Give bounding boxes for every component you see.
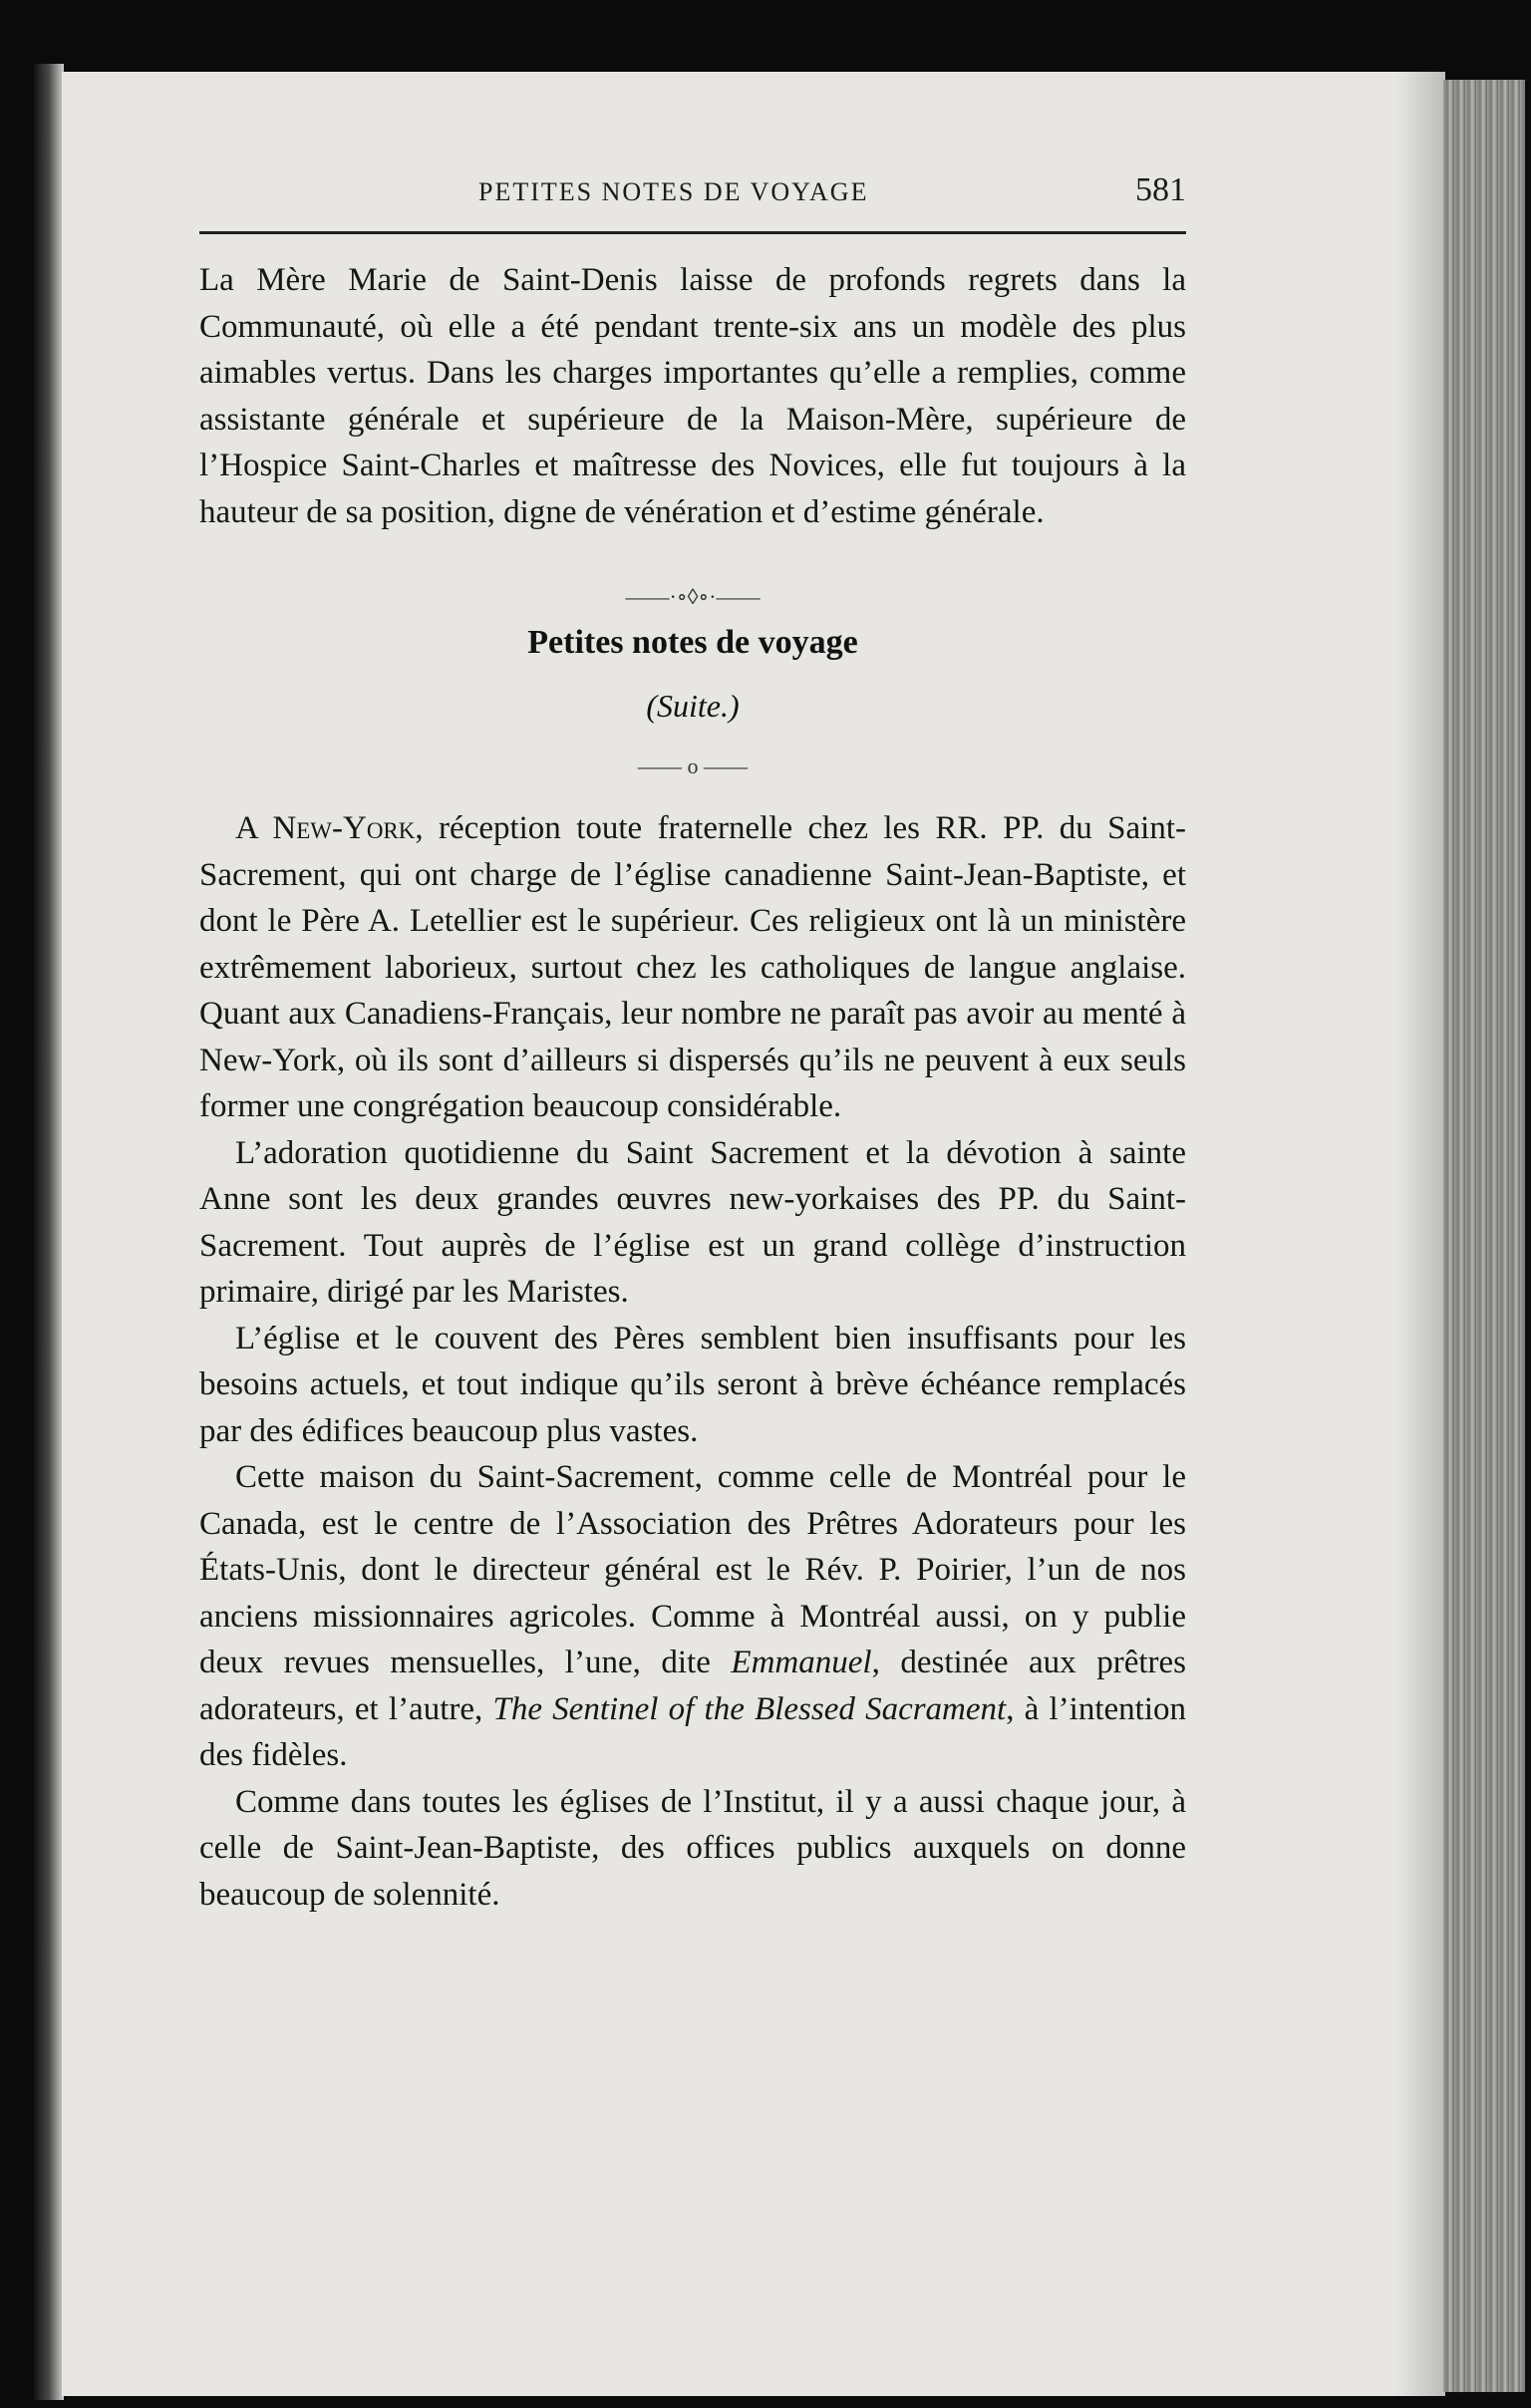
paragraph-new-york <box>199 805 1186 1130</box>
header-rule <box>199 231 1186 234</box>
section-title: Petites notes de voyage <box>527 624 858 661</box>
paragraph-adoration: L’adoration quotidienne du Saint Sacrement et la dévotion à sainte Anne sont les deux grandes œuvres new-yorkaises des PP. du Saint-Sacrement. Tout auprès de l’église est un grand collège d’instruction primaire, dirigé par les Maristes. <box>199 1134 1186 1310</box>
paragraph-eglise: L’église et le couvent des Pères semblent bien insuffisants pour les besoins actuels, et tout indique qu’ils seront à brève échéance remplacés par des édifices beaucoup plus vastes. <box>199 1320 1186 1449</box>
paragraph-offices: Comme dans toutes les églises de l’Institut, il y a aussi chaque jour, à celle de Saint-Jean-Baptiste, des offices publics auxquels on donne beaucoup de solennité. <box>199 1783 1186 1913</box>
small-divider: —— o —— <box>638 753 748 778</box>
p1-rest: , réception toute fraternelle chez les RR. PP. du Saint-Sacrement, qui ont charge de l’église canadienne Saint-Jean-Baptiste, et dont le Père A. Letellier est le supérieur. Ces religieux ont là un ministère extrêmement laborieux, surtout chez les catholiques de langue anglaise. Quant aux Canadiens-Français, leur nombre ne paraît pas avoir au menté à New-York, où ils sont d’ailleurs si dispersés qu’ils ne peuvent à eux seuls former une congrégation beaucoup considérable. <box>199 810 1186 1124</box>
page-number: 581 <box>1135 171 1186 208</box>
p4-c: , à l’intention des fidèles. <box>199 1690 1186 1773</box>
article-body <box>199 805 1186 1918</box>
intro-block <box>199 257 1186 535</box>
title-emmanuel: Emmanuel <box>731 1645 872 1680</box>
running-title: PETITES NOTES DE VOYAGE <box>478 177 869 206</box>
title-sentinel: The Sentinel of the Blessed Sacrament <box>492 1690 1007 1727</box>
page-gutter-shadow <box>1395 72 1445 2396</box>
binding-edge <box>34 64 64 2400</box>
p4-a: Cette maison du Saint-Sacrement, comme celle de Montréal pour le Canada, est le centre de l’Association des Prêtres Adorateurs pour les États-Unis, dont le directeur général est le Rév. P. Poirier, l’un de nos anciens missionnaires agricoles. Comme à Montréal aussi, on y publie deux revues mensuelles, l’une, dite <box>199 1459 1186 1680</box>
place-new-york: New-York <box>272 810 416 846</box>
paragraph-maison <box>199 1454 1186 1779</box>
intro-paragraph: La Mère Marie de Saint-Denis laisse de profonds regrets dans la Communauté, où elle a été pendant trente-six ans un modèle des plus aimables vertus. Dans les charges importantes qu’elle a remplies, comme assistante générale et supérieure de la Maison-Mère, supérieure de l’Hospice Saint-Charles et maîtresse des Novices, elle fut toujours à la hauteur de sa position, digne de vénération et d’estime générale. <box>199 262 1186 530</box>
running-header <box>199 171 1186 221</box>
section-subtitle: (Suite.) <box>646 688 740 724</box>
p1-lead: A <box>235 810 273 846</box>
p4-b: , destinée aux prêtres adorateurs, et l’autre, <box>199 1645 1186 1727</box>
ornament-divider: ——·∘◊∘·—— <box>625 584 761 609</box>
page-stack-edge <box>1443 80 1525 2392</box>
